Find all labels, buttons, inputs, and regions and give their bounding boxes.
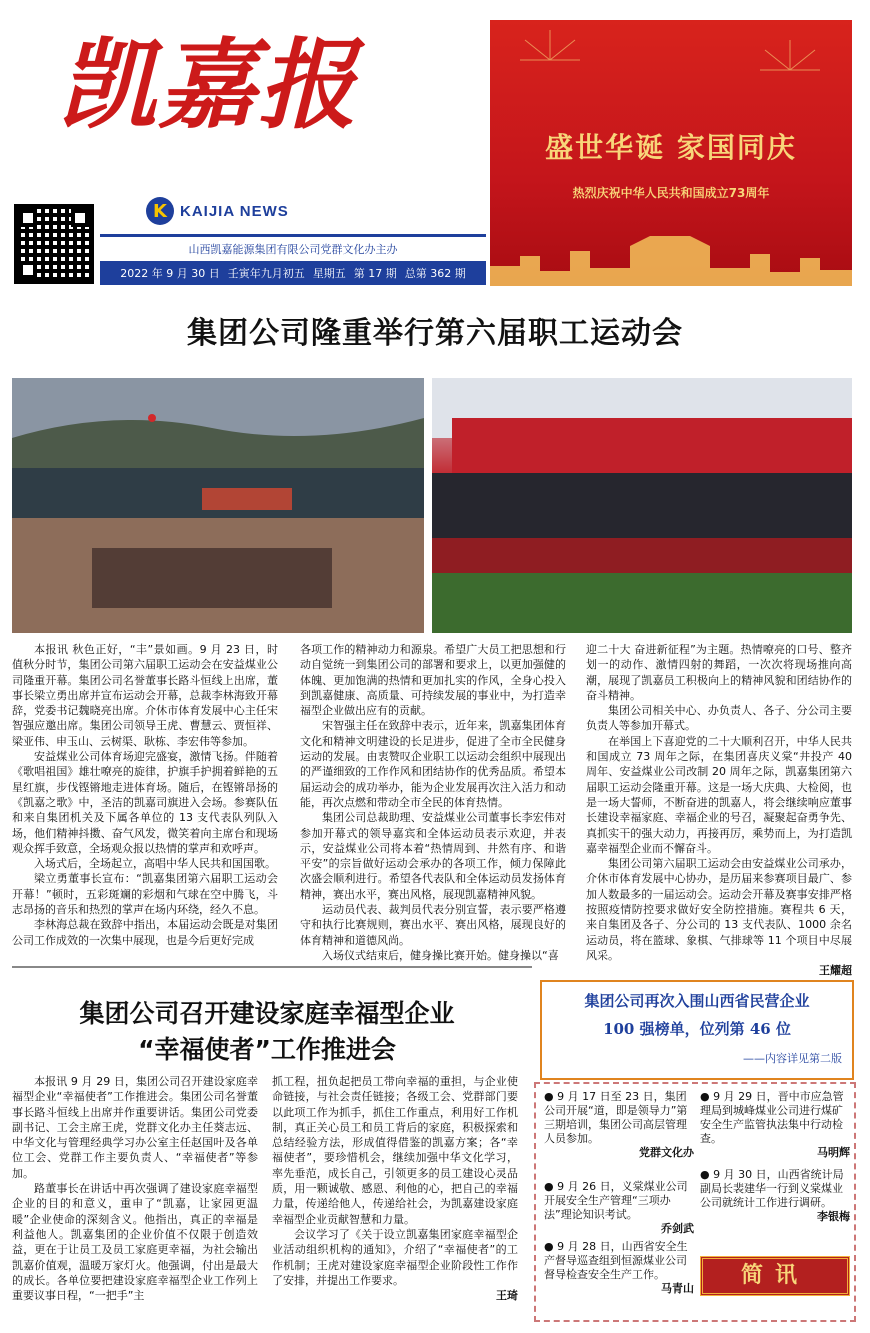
total-issue-number: 总第 362 期: [404, 267, 466, 280]
brief-source: 党群文化办: [639, 1146, 694, 1159]
promo-line: 100 强榜单，位列第 46 位: [603, 1020, 791, 1038]
kaijia-logo-icon: K: [146, 197, 174, 225]
company-logo: [146, 196, 306, 226]
fireworks-icon: [490, 20, 852, 120]
article-paragraph: 运动员代表、裁判员代表分别宣誓，表示要严格遵守和执行比赛规则，赛出水平、赛出风格，展现良好的体育精神和道德风尚。: [300, 903, 566, 947]
promo-line: 集团公司再次入围山西省民营企业: [584, 992, 810, 1010]
article-paragraph: 各项工作的精神动力和源泉。希望广大员工把思想和行动自觉统一到集团公司的部署和要求上，以更加强健的体魄、更加饱满的热情和更加扎实的作风，全身心投入到凯嘉健康、高质量、可持续发展的事业中，为打造幸福型企业做出应有的贡献。: [300, 643, 566, 718]
headline-happiness-meeting: [12, 996, 522, 1068]
tiananmen-skyline-icon: [490, 226, 852, 286]
promo-reference: ——内容详见第二版: [743, 1052, 842, 1065]
banner-subtitle: 热烈庆祝中华人民共和国成立73周年: [572, 186, 770, 200]
section-divider: [12, 966, 532, 968]
headline-line: “幸福使者”工作推进会: [138, 1035, 396, 1064]
article-paragraph: 集团公司第六届职工运动会由安益煤业公司承办，介休市体育发展中心协办，是历届来参赛项目最广、参加人数最多的一届运动会。运动会开幕及赛事安排严格按照疫情防控要求做好安全防控措施。赛程共 6 天，来自集团及各子、分公司的 13 支代表队、1000 余名运动员，将在篮球、象棋、气排球等 11 个项目中尽展风采。: [586, 857, 852, 962]
brief-source: 乔剑武: [661, 1222, 694, 1235]
article-paragraph: 安益煤业公司体育场迎完盛宴，激情飞扬。伴随着《歌唱祖国》雄壮嘹亮的旋律，护旗手护拥着鲜艳的五星红旗，步伐铿锵地走进体育场。随后，在铿锵昂扬的《凯嘉之歌》中，圣洁的凯嘉司旗进入会场。参赛队伍和来自集团机关及下属各单位的 13 支代表队列队入场，他们精神抖擞、奋气风发，微笑着向主席台和现场观众挥手致意，全场观众报以热情的掌声和欢呼声。: [12, 750, 278, 855]
article2-column-1: [12, 1074, 258, 1303]
logo-text: KAIJIA NEWS: [180, 202, 289, 220]
weekday: 星期五: [312, 267, 346, 280]
article-paragraph: 集团公司相关中心、办负责人、各子、分公司主要负责人等参加开幕式。: [586, 704, 852, 733]
brief-item: [544, 1180, 694, 1236]
article1-column-2: [300, 642, 566, 963]
brief-source: 李银梅: [817, 1210, 850, 1223]
divider: [100, 234, 486, 237]
article-paragraph: 本报讯 秋色正好，“丰”景如画。9 月 23 日，时值秋分时节，集团公司第六届职工运动会在安益煤业公司隆重开幕。集团公司名誉董事长路斗恒线上出席，董事长梁立勇出席并宣布运动会开幕，总裁李林海致开幕辞，党委书记魏晓亮出席。介休市体育发展中心主任宋智强应邀出席。集团公司领导王虎、曹慧云、贾恒祥、梁亚伟、申玉山、云树渠、耿栋、李宏伟等参加。: [12, 643, 278, 748]
article-paragraph: 会议学习了《关于设立凯嘉集团家庭幸福型企业活动组织机构的通知》，介绍了“幸福使者”的工作机制；王虎对建设家庭幸福型企业阶段性工作作了安排，并提出工作要求。: [272, 1227, 518, 1287]
article-paragraph: 集团公司总裁助理、安益煤业公司董事长李宏伟对参加开幕式的领导嘉宾和全体运动员表示欢迎，并表示，安益煤业公司将本着“热情周到、井然有序、和谐平安”的宗旨做好运动会承办的各项工作，倾力保障此次盛会顺利进行。希望各代表队和全体运动员发扬体育精神，赛出水平，赛出风格，展现凯嘉精神风貌。: [300, 811, 566, 901]
headline-line: 集团公司召开建设家庭幸福型企业: [79, 999, 455, 1028]
article1-column-3: [586, 642, 852, 979]
article1-column-1: [12, 642, 278, 948]
brief-source: 马青山: [661, 1282, 694, 1295]
photo-leaders-on-stage: [432, 378, 852, 633]
lunar-date: 壬寅年九月初五: [227, 267, 305, 280]
issue-date: 2022 年 9 月 30 日: [120, 267, 220, 280]
dateline-bar: [100, 261, 486, 285]
article-paragraph: 抓工程，扭负起把员工带向幸福的重担，与企业使命链接，与社会责任链接；各级工会、党群部门要以此项工作为抓手，抓住工作重点，利用好工作机制，真正关心员工和员工背后的家庭，积极探索和总结经验方法，形成值得借鉴的凯嘉方案；各“幸福使者”，要珍惜机会，继续加强中华文化学习，率先垂范，成长自己，引领更多的员工建设心灵品质，用一颗诚敬、感恩、利他的心，把自己的幸福力量，传递给他人，传递给社会，为凯嘉建设家庭幸福型企业贡献智慧和力量。: [272, 1075, 518, 1226]
national-day-banner: [490, 20, 852, 286]
article-paragraph: 本报讯 9 月 29 日，集团公司召开建设家庭幸福型企业“幸福使者”工作推进会。集团公司名誉董事长路斗恒线上出席并作重要讲话。集团公司党委副书记、工会主席王虎，党群文化办主任葵志远、中华文化与管理经典学习办公室主任赵国叶及各单位工会、党群工作主要负责人、“幸福使者”等参加。: [12, 1075, 258, 1180]
briefs-title: 简讯: [700, 1256, 850, 1296]
brief-item: [544, 1240, 694, 1296]
article-paragraph: 在举国上下喜迎党的二十大顺利召开，中华人民共和国成立 73 周年之际，在集团喜庆义棠“井投产 40 周年、安益煤业公司改制 20 周年之际，凯嘉集团第六届职工运动会隆重开幕。这是一场大庆典、大检阅，也是一场大誓师，不断奋进的凯嘉人，将会继续响应董事长建设幸福家庭、幸福企业的号召，凝聚起奋勇争先、真抓实干的强大动力，再接再厉，乘势而上，为打造凯嘉幸福型企业而不懈奋斗。: [586, 734, 852, 855]
article-author: 王琦: [496, 1289, 518, 1303]
article-paragraph: 梁立勇董事长宣布：“凯嘉集团第六届职工运动会开幕！”顿时，五彩斑斓的彩烟和气球在空中腾飞，斗志昂扬的音乐和热烈的掌声在场内环绕，经久不息。: [12, 872, 278, 917]
brief-text: ● 9 月 26 日，义棠煤业公司开展安全生产管理“三项办法”理论知识考试。: [544, 1180, 688, 1221]
article-paragraph: 入场仪式结束后，健身操比赛开始。健身操以“喜: [322, 948, 559, 962]
brief-text: ● 9 月 17 日至 23 日，集团公司开展“道，即是领导力”第三期培训，集团公司高层管理人员参加。: [544, 1090, 688, 1145]
banner-title: 盛世华诞 家国同庆: [545, 131, 797, 164]
brief-item: [544, 1090, 694, 1160]
qr-code: [14, 204, 94, 284]
issue-number: 第 17 期: [353, 267, 397, 280]
headline-sports-meet: 集团公司隆重举行第六届职工运动会: [187, 316, 683, 351]
newspaper-masthead-title: 凯嘉报: [58, 28, 359, 143]
promo-box-top100: [540, 980, 854, 1080]
brief-text: ● 9 月 29 日，晋中市应急管理局到城峰煤业公司进行煤矿安全生产监管执法集中行动检查。: [700, 1090, 844, 1145]
photo-opening-ceremony: [12, 378, 424, 633]
brief-source: 马明辉: [817, 1146, 850, 1159]
brief-text: ● 9 月 28 日，山西省安全生产督导巡查组到恒源煤业公司督导检查安全生产工作。: [544, 1240, 688, 1281]
publisher-line: 山西凯嘉能源集团有限公司党群文化办主办: [188, 243, 398, 256]
brief-text: ● 9 月 30 日，山西省统计局副局长裴建华一行到义棠煤业公司就统计工作进行调研。: [700, 1168, 844, 1209]
article-paragraph: 路董事长在讲话中再次强调了建设家庭幸福型企业的目的和意义，重申了“凯嘉，让家园更温暖”企业使命的深刻含义。他指出，真正的幸福是利益他人。凯嘉集团的企业价值不仅限于创造效益，更在于让员工及员工家庭更幸福，为社会输出凯嘉价值观，温暖万家灯火。他强调，付出是最大的成长。各单位要把建设家庭幸福型企业工作列上重要议事日程，“一把手”主: [12, 1182, 258, 1303]
article-paragraph: 宋智强主任在致辞中表示，近年来，凯嘉集团体育文化和精神文明建设的长足进步，促进了全市全民健身运动的发展。由衷赞叹企业职工以运动会组织中展现出的严谨细致的工作作风和团结协作的优秀品质。希望本届运动会的成功举办，能为企业发展再次注入活力和动能，再次点燃和带动全市全民的体育热情。: [300, 719, 566, 809]
article-author: 王耀超: [819, 964, 852, 978]
brief-item: [700, 1168, 850, 1224]
brief-item: [700, 1090, 850, 1160]
article2-column-2: [272, 1074, 518, 1303]
article-paragraph: 入场式后，全场起立，高唱中华人民共和国国歌。: [34, 857, 276, 871]
article-paragraph: 李林海总裁在致辞中指出，本届运动会既是对集团公司工作成效的一次集中展现，也是今后更好完成: [12, 918, 278, 947]
article-paragraph: 迎二十大 奋进新征程”为主题。热情嘹亮的口号、整齐划一的动作、激情四射的舞蹈，一次次将现场推向高潮，展现了凯嘉员工积极向上的精神风貌和团结协作的奋斗精神。: [586, 643, 852, 702]
